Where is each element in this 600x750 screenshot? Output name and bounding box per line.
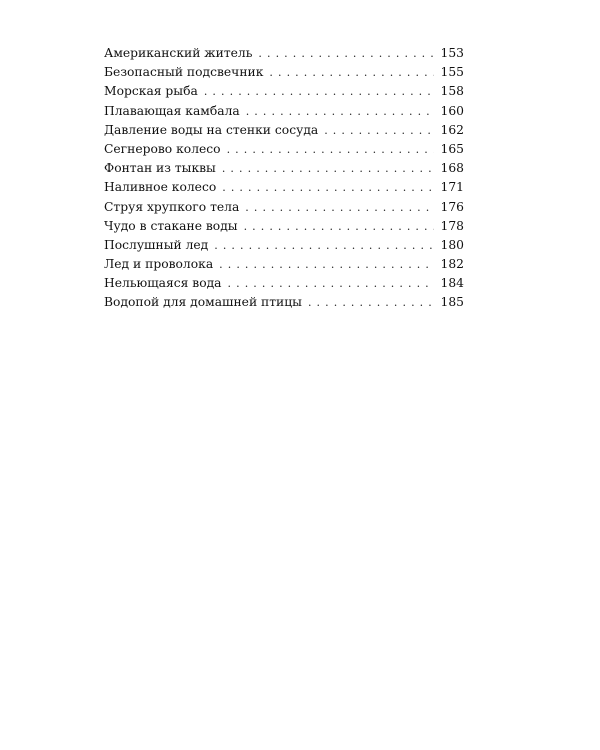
toc-entry: [104, 121, 464, 140]
toc-entry: [104, 236, 464, 255]
toc-entry-page: 153: [440, 46, 464, 60]
toc-entry: [104, 140, 464, 159]
toc-dot-leader: [204, 82, 434, 101]
toc-entry-page: 178: [440, 218, 464, 233]
toc-entry-title: Водопой для домашней птицы: [104, 295, 302, 310]
table-of-contents: [104, 44, 464, 313]
toc-entry: [104, 255, 464, 274]
toc-dot-leader: [269, 63, 434, 82]
toc-entry: [104, 82, 464, 101]
toc-entry: [104, 274, 464, 293]
toc-dot-leader: [214, 236, 434, 255]
toc-dot-leader: [308, 293, 434, 312]
toc-dot-leader: [222, 178, 434, 197]
toc-entry: [104, 102, 464, 121]
toc-entry-title: Нельющаяся вода: [104, 276, 222, 291]
toc-entry: [104, 159, 464, 178]
toc-entry-title: Чудо в стакане воды: [104, 218, 238, 233]
toc-dot-leader: [219, 255, 434, 274]
toc-dot-leader: [222, 159, 434, 178]
toc-entry-page: 168: [440, 161, 464, 176]
toc-entry-page: 160: [440, 103, 464, 118]
toc-entry-title: Фонтан из тыквы: [104, 161, 216, 176]
toc-entry-title: Безопасный подсвечник: [104, 65, 264, 80]
toc-entry-title: Плавающая камбала: [104, 103, 240, 118]
toc-dot-leader: [324, 121, 434, 140]
toc-entry-title: Наливное колесо: [104, 180, 217, 195]
toc-entry-page: 155: [440, 65, 464, 80]
toc-entry-title: Лед и проволока: [104, 257, 214, 272]
toc-entry-page: 182: [440, 257, 464, 272]
toc-entry-title: Послушный лед: [104, 237, 209, 252]
toc-entry-page: 158: [440, 84, 464, 99]
toc-entry-page: 180: [440, 237, 464, 252]
toc-dot-leader: [228, 274, 434, 293]
toc-entry-title: Морская рыба: [104, 84, 198, 99]
toc-entry-page: 184: [440, 276, 464, 291]
toc-dot-leader: [246, 102, 434, 121]
toc-entry-title: Сегнерово колесо: [104, 141, 221, 156]
toc-dot-leader: [244, 217, 434, 236]
toc-entry-page: 162: [440, 122, 464, 137]
toc-entry-page: 171: [440, 180, 464, 195]
toc-entry-title: Американский житель: [104, 46, 253, 60]
toc-entry-title: Струя хрупкого тела: [104, 199, 240, 214]
toc-entry-title: Давление воды на стенки сосуда: [104, 122, 319, 137]
toc-dot-leader: [245, 198, 434, 217]
toc-entry: [104, 63, 464, 82]
toc-entry: [104, 198, 464, 217]
toc-entry: [104, 293, 464, 312]
toc-dot-leader: [227, 140, 434, 159]
toc-dot-leader: [258, 44, 434, 63]
toc-entry: [104, 44, 464, 63]
toc-entry-page: 185: [440, 295, 464, 310]
toc-entry-page: 165: [440, 141, 464, 156]
toc-entry-page: 176: [440, 199, 464, 214]
toc-entry: [104, 178, 464, 197]
toc-entry: [104, 217, 464, 236]
